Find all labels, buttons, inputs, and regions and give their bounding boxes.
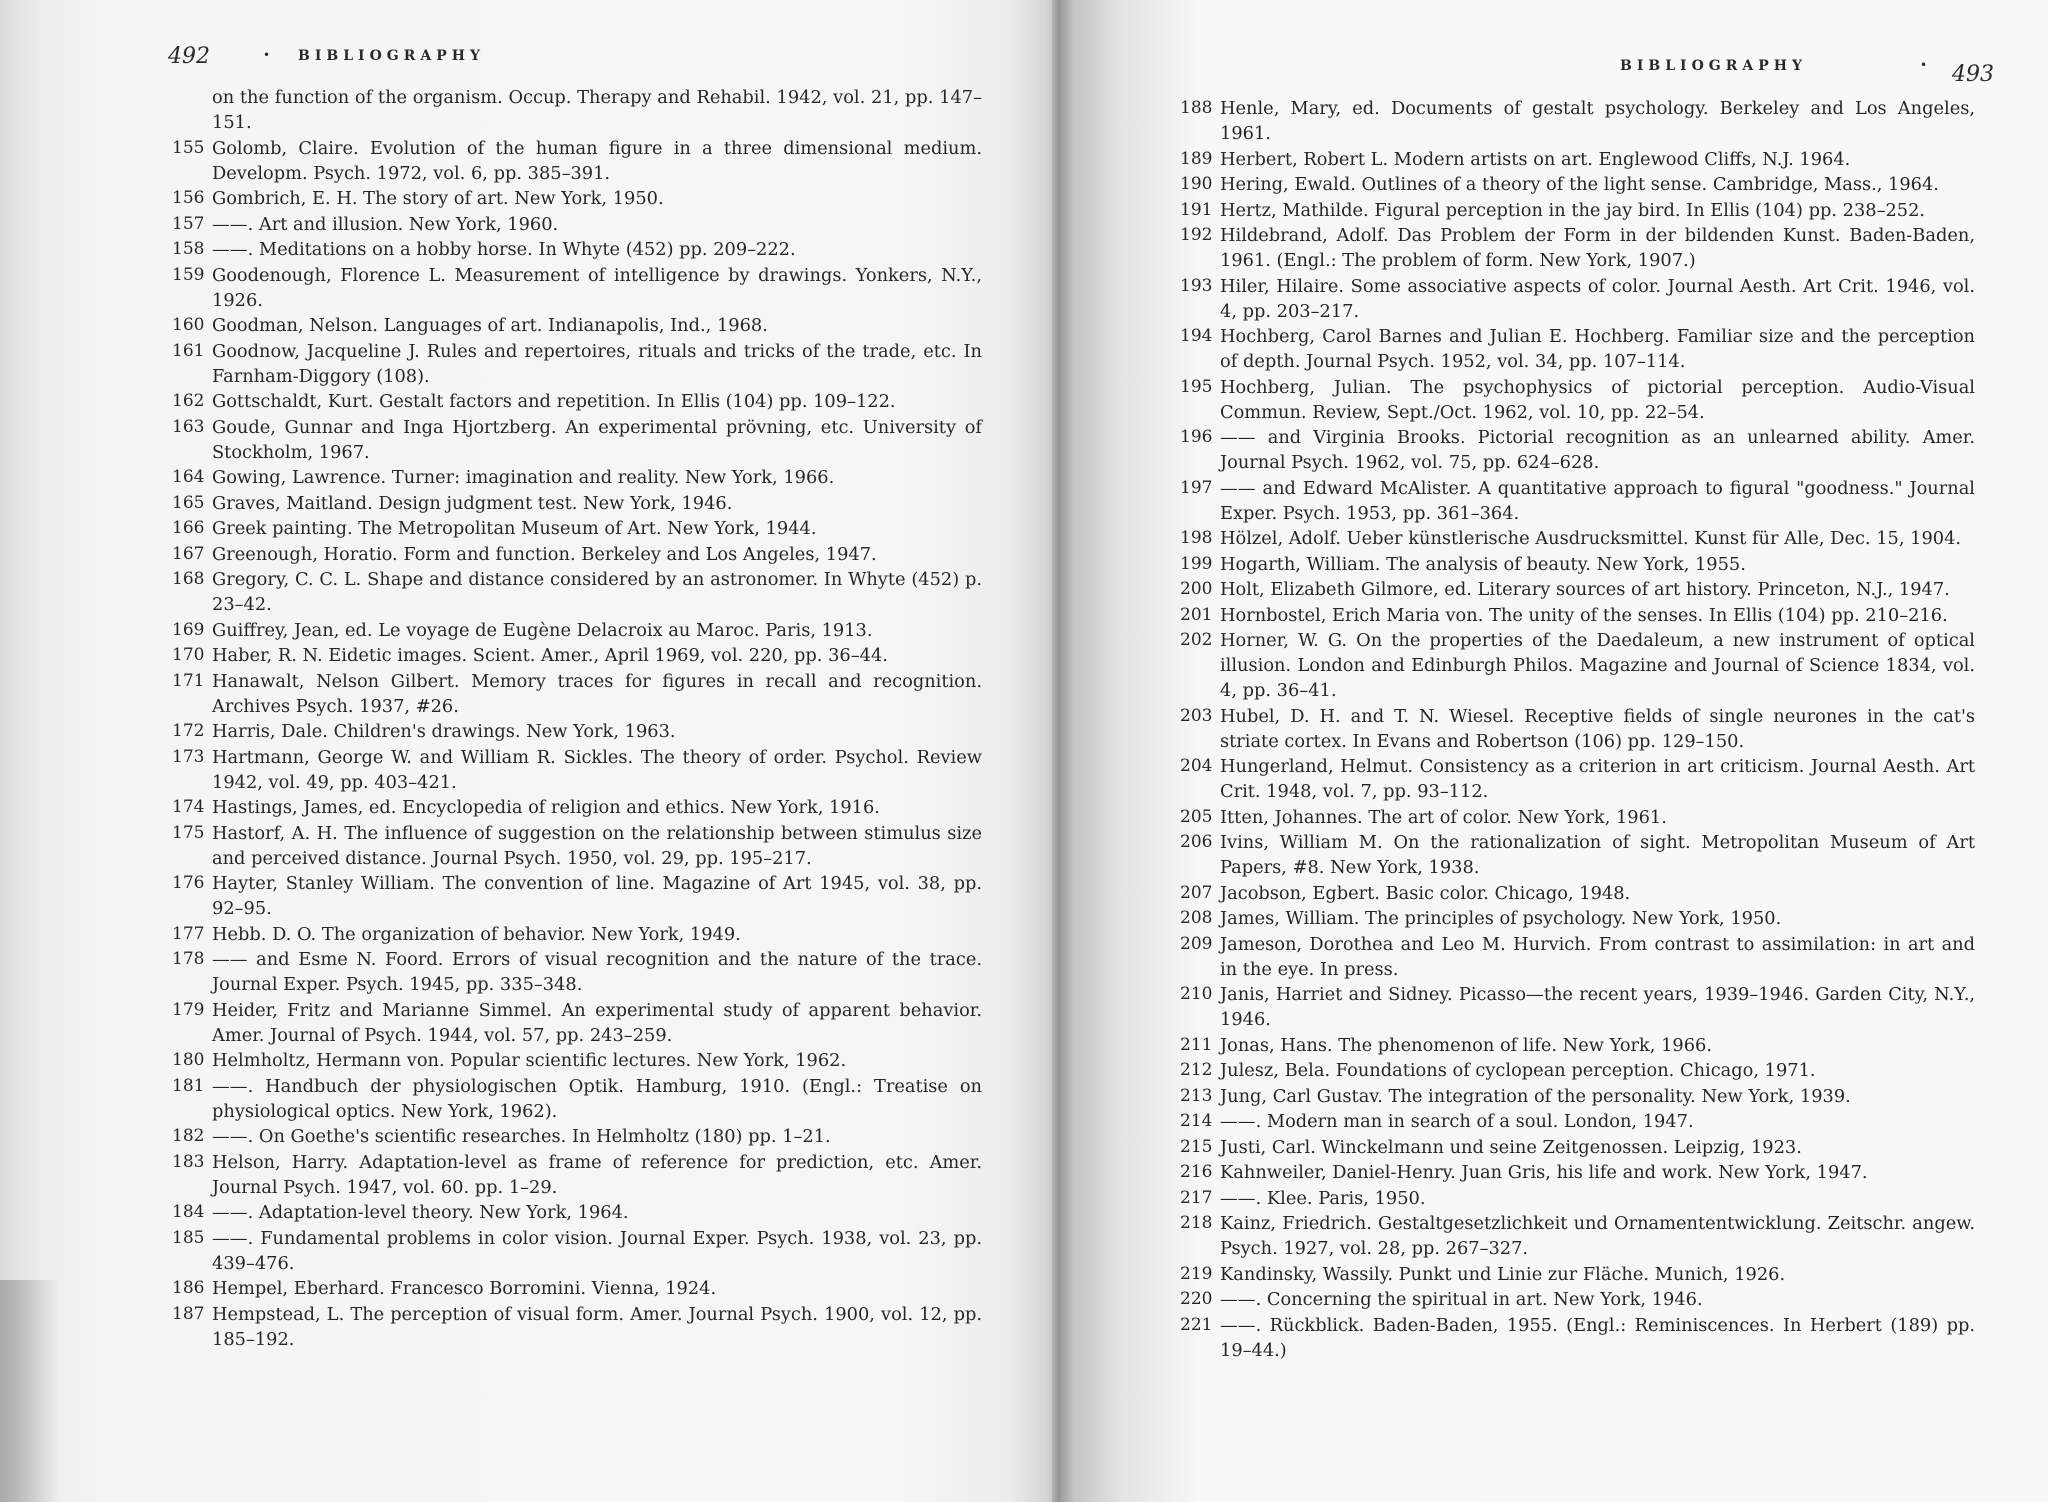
entry-number: 184 [172, 1202, 205, 1222]
entry-number: 176 [172, 873, 205, 893]
bibliography-entry [172, 745, 982, 795]
entry-number: 160 [172, 315, 205, 335]
entry-text: Holt, Elizabeth Gilmore, ed. Literary sources of art history. Princeton, N.J., 1947. [1220, 579, 1950, 600]
entry-text: ——. Klee. Paris, 1950. [1220, 1187, 1426, 1209]
entry-number: 204 [1180, 756, 1213, 776]
entry-text: Hastorf, A. H. The influence of suggestion on the relationship between stimulus size and perceived distance. Journal Psych. 1950, vol. 29, pp. 195–217. [212, 822, 982, 869]
header-separator: • [263, 48, 271, 62]
bibliography-entry [172, 1048, 982, 1073]
entry-number: 219 [1180, 1263, 1213, 1284]
entry-number: 166 [172, 518, 205, 538]
bibliography-entry [172, 1276, 982, 1301]
bibliography-entry [1180, 1287, 1975, 1312]
bibliography-entry [1180, 526, 1975, 551]
entry-number: 198 [1180, 528, 1213, 548]
bibliography-entry [1180, 198, 1975, 223]
entry-number: 197 [1180, 477, 1213, 498]
entry-number: 211 [1180, 1034, 1213, 1055]
entry-text: Hertz, Mathilde. Figural perception in the jay bird. In Ellis (104) pp. 238–252. [1220, 199, 1926, 221]
entry-number: 175 [172, 822, 205, 843]
bibliography-list-left [172, 85, 982, 1352]
bibliography-entry [172, 339, 982, 389]
bibliography-entry [1180, 1084, 1975, 1109]
entry-number: 217 [1180, 1187, 1213, 1208]
entry-text: Goodman, Nelson. Languages of art. Indianapolis, Ind., 1968. [212, 315, 768, 336]
entry-number: 179 [172, 999, 205, 1020]
entry-number: 196 [1180, 427, 1213, 447]
entry-text: Helson, Harry. Adaptation-level as frame of reference for prediction, etc. Amer. Journal Psych. 1947, vol. 60. pp. 1–29. [212, 1151, 982, 1198]
entry-text: Gottschaldt, Kurt. Gestalt factors and repetition. In Ellis (104) pp. 109–122. [212, 391, 896, 412]
entry-number: 181 [172, 1075, 205, 1096]
bibliography-entry [1180, 274, 1975, 324]
entry-number: 195 [1180, 376, 1213, 397]
entry-text: ——. Handbuch der physiologischen Optik. Hamburg, 1910. (Engl.: Treatise on physiological optics. New York, 1962). [212, 1075, 982, 1122]
bibliography-entry [1180, 1058, 1975, 1083]
entry-text: Hebb. D. O. The organization of behavior. New York, 1949. [212, 923, 741, 945]
entry-text: Goude, Gunnar and Inga Hjortzberg. An experimental prövning, etc. University of Stockholm, 1967. [212, 416, 982, 463]
bibliography-entry [1180, 476, 1975, 526]
entry-number: 182 [172, 1126, 205, 1146]
bibliography-entry [1180, 704, 1975, 754]
entry-number: 162 [172, 391, 205, 411]
entry-text: Hochberg, Julian. The psychophysics of pictorial perception. Audio-Visual Commun. Review, Sept./Oct. 1962, vol. 10, pp. 22–54. [1220, 376, 1975, 423]
entry-text: Herbert, Robert L. Modern artists on art. Englewood Cliffs, N.J. 1964. [1220, 148, 1851, 170]
bibliography-entry [1180, 754, 1975, 804]
entry-text: Henle, Mary, ed. Documents of gestalt psychology. Berkeley and Los Angeles, 1961. [1220, 98, 1975, 144]
bibliography-entry [1180, 223, 1975, 273]
bibliography-entry [172, 795, 982, 820]
entry-text: Janis, Harriet and Sidney. Picasso—the recent years, 1939–1946. Garden City, N.Y., 1946. [1220, 984, 1975, 1030]
entry-text: Jonas, Hans. The phenomenon of life. New York, 1966. [1220, 1034, 1713, 1056]
entry-text: —— and Virginia Brooks. Pictorial recognition as an unlearned ability. Amer. Journal Psych. 1962, vol. 75, pp. 624–628. [1220, 427, 1975, 473]
entry-number: 207 [1180, 882, 1213, 903]
entry-text: Gregory, C. C. L. Shape and distance considered by an astronomer. In Whyte (452) p. 23–42. [212, 569, 982, 615]
bibliography-entry [1180, 1211, 1975, 1261]
bibliography-entry [1180, 577, 1975, 602]
entry-number: 220 [1180, 1289, 1213, 1309]
entry-text: ——. On Goethe's scientific researches. In Helmholtz (180) pp. 1–21. [212, 1126, 831, 1147]
entry-text: Golomb, Claire. Evolution of the human figure in a three dimensional medium. Developm. Psych. 1972, vol. 6, pp. 385–391. [212, 137, 982, 184]
entry-text: Jung, Carl Gustav. The integration of the personality. New York, 1939. [1220, 1085, 1851, 1107]
entry-number: 201 [1180, 604, 1213, 625]
bibliography-entry [172, 313, 982, 338]
bibliography-entry [172, 922, 982, 947]
bibliography-entry [172, 186, 982, 211]
right-page [1060, 0, 2048, 1502]
entry-number: 190 [1180, 174, 1213, 194]
entry-number: 185 [172, 1227, 205, 1248]
entry-number: 193 [1180, 275, 1213, 296]
entry-text: Jameson, Dorothea and Leo M. Hurvich. From contrast to assimilation: in art and in the eye. In press. [1220, 933, 1975, 980]
entry-text: on the function of the organism. Occup. Therapy and Rehabil. 1942, vol. 21, pp. 147–151. [212, 87, 982, 133]
entry-text: —— and Edward McAlister. A quantitative approach to figural "goodness." Journal Exper. Psych. 1953, pp. 361–364. [1220, 477, 1975, 524]
bibliography-entry [172, 871, 982, 921]
bibliography-entry [172, 136, 982, 186]
bibliography-entry [172, 947, 982, 997]
entry-number: 200 [1180, 579, 1213, 599]
entry-text: Hering, Ewald. Outlines of a theory of the light sense. Cambridge, Mass., 1964. [1220, 174, 1939, 195]
bibliography-entry [1180, 552, 1975, 577]
entry-text: Greenough, Horatio. Form and function. Berkeley and Los Angeles, 1947. [212, 543, 877, 565]
bibliography-entry [1180, 982, 1975, 1032]
entry-number: 174 [172, 797, 205, 817]
bibliography-entry [172, 1074, 982, 1124]
entry-text: Hempstead, L. The perception of visual form. Amer. Journal Psych. 1900, vol. 12, pp. 185–192. [212, 1303, 982, 1350]
entry-text: Justi, Carl. Winckelmann und seine Zeitgenossen. Leipzig, 1923. [1220, 1136, 1802, 1158]
entry-number: 213 [1180, 1085, 1213, 1106]
page-number: 493 [1952, 62, 1994, 87]
entry-text: ——. Fundamental problems in color vision. Journal Exper. Psych. 1938, vol. 23, pp. 439–476. [212, 1227, 982, 1274]
entry-number: 157 [172, 213, 205, 234]
entry-text: Hornbostel, Erich Maria von. The unity of the senses. In Ellis (104) pp. 210–216. [1220, 604, 1948, 626]
entry-number: 167 [172, 543, 205, 564]
entry-number: 156 [172, 188, 205, 208]
left-running-header [168, 44, 868, 72]
entry-number: 209 [1180, 933, 1213, 954]
bibliography-entry [172, 212, 982, 237]
entry-text: Hungerland, Helmut. Consistency as a criterion in art criticism. Journal Aesth. Art Crit. 1948, vol. 7, pp. 93–112. [1220, 756, 1975, 802]
bibliography-entry [172, 542, 982, 567]
entry-text: ——. Concerning the spiritual in art. New York, 1946. [1220, 1289, 1703, 1310]
entry-number: 173 [172, 746, 205, 767]
entry-number: 161 [172, 340, 205, 361]
bibliography-entry [172, 719, 982, 744]
header-separator: • [1920, 58, 1928, 72]
entry-number: 183 [172, 1151, 205, 1172]
bibliography-entry [1180, 830, 1975, 880]
bibliography-entry [1180, 1109, 1975, 1134]
entry-text: Hayter, Stanley William. The convention of line. Magazine of Art 1945, vol. 38, pp. 92–95. [212, 873, 982, 919]
entry-text: ——. Meditations on a hobby horse. In Whyte (452) pp. 209–222. [212, 239, 796, 260]
right-running-header [1620, 54, 2040, 87]
entry-number: 206 [1180, 832, 1213, 852]
entry-text: Kahnweiler, Daniel-Henry. Juan Gris, his life and work. New York, 1947. [1220, 1162, 1868, 1183]
entry-number: 169 [172, 619, 205, 640]
entry-text: Jacobson, Egbert. Basic color. Chicago, 1948. [1220, 882, 1631, 904]
entry-text: Julesz, Bela. Foundations of cyclopean perception. Chicago, 1971. [1220, 1060, 1816, 1081]
entry-text: Gombrich, E. H. The story of art. New York, 1950. [212, 188, 664, 209]
bibliography-entry [1180, 1313, 1975, 1363]
entry-number: 186 [172, 1278, 205, 1298]
entry-number: 221 [1180, 1314, 1213, 1335]
entry-number: 214 [1180, 1111, 1213, 1131]
bibliography-entry [1180, 1135, 1975, 1160]
entry-text: Kandinsky, Wassily. Punkt und Linie zur Fläche. Munich, 1926. [1220, 1263, 1786, 1285]
entry-text: Kainz, Friedrich. Gestaltgesetzlichkeit und Ornamententwicklung. Zeitschr. angew. Psych. 1927, vol. 28, pp. 267–327. [1220, 1213, 1975, 1259]
page-edge-shadow [0, 1280, 60, 1502]
bibliography-entry [172, 415, 982, 465]
bibliography-entry [1180, 96, 1975, 146]
bibliography-entry [1180, 1262, 1975, 1287]
bibliography-entry [1180, 1033, 1975, 1058]
entry-number: 155 [172, 137, 205, 158]
entry-number: 171 [172, 670, 205, 691]
bibliography-entry [1180, 147, 1975, 172]
bibliography-entry [172, 618, 982, 643]
entry-text: Horner, W. G. On the properties of the Daedaleum, a new instrument of optical illusion. London and Edinburgh Philos. Magazine and Journal of Science 1834, vol. 4, pp. 36–41. [1220, 630, 1975, 701]
bibliography-entry [1180, 603, 1975, 628]
entry-number: 159 [172, 264, 205, 285]
page-number: 492 [168, 44, 210, 69]
entry-number: 215 [1180, 1136, 1213, 1157]
bibliography-entry [172, 237, 982, 262]
bibliography-list-right [1180, 96, 1975, 1363]
entry-text: Hogarth, William. The analysis of beauty. New York, 1955. [1220, 553, 1746, 575]
entry-text: Hölzel, Adolf. Ueber künstlerische Ausdrucksmittel. Kunst für Alle, Dec. 15, 1904. [1220, 528, 1962, 549]
entry-text: Graves, Maitland. Design judgment test. New York, 1946. [212, 492, 733, 514]
bibliography-entry [1180, 172, 1975, 197]
entry-number: 158 [172, 239, 205, 259]
bibliography-entry [1180, 932, 1975, 982]
bibliography-entry [1180, 1160, 1975, 1185]
bibliography-entry [172, 389, 982, 414]
bibliography-entry [172, 1124, 982, 1149]
entry-number: 203 [1180, 705, 1213, 726]
entry-text: Goodnow, Jacqueline J. Rules and repertoires, rituals and tricks of the trade, etc. In Farnham-Diggory (108). [212, 340, 982, 387]
entry-number: 177 [172, 923, 205, 944]
bibliography-entry [1180, 628, 1975, 703]
entry-text: Greek painting. The Metropolitan Museum of Art. New York, 1944. [212, 518, 817, 539]
bibliography-entry [1180, 324, 1975, 374]
entry-text: ——. Rückblick. Baden-Baden, 1955. (Engl.: Reminiscences. In Herbert (189) pp. 19–44.) [1220, 1314, 1975, 1361]
bibliography-entry [172, 85, 982, 135]
entry-text: Hanawalt, Nelson Gilbert. Memory traces for figures in recall and recognition. Archives Psych. 1937, #26. [212, 670, 982, 717]
bibliography-entry [1180, 375, 1975, 425]
running-head-title: BIBLIOGRAPHY [1620, 58, 1808, 74]
entry-text: ——. Art and illusion. New York, 1960. [212, 213, 559, 235]
entry-text: Helmholtz, Hermann von. Popular scientific lectures. New York, 1962. [212, 1050, 847, 1071]
entry-number: 170 [172, 645, 205, 665]
bibliography-entry [172, 491, 982, 516]
entry-number: 202 [1180, 630, 1213, 650]
bibliography-entry [1180, 906, 1975, 931]
bibliography-entry [172, 998, 982, 1048]
entry-number: 208 [1180, 908, 1213, 928]
entry-number: 168 [172, 569, 205, 589]
entry-number: 187 [172, 1303, 205, 1324]
entry-text: Hildebrand, Adolf. Das Problem der Form in der bildenden Kunst. Baden-Baden, 1961. (Engl.: The problem of form. New York, 1907.) [1220, 225, 1975, 271]
bibliography-entry [172, 1150, 982, 1200]
bibliography-entry [172, 1226, 982, 1276]
entry-text: Heider, Fritz and Marianne Simmel. An experimental study of apparent behavior. Amer. Journal of Psych. 1944, vol. 57, pp. 243–259. [212, 999, 982, 1046]
bibliography-entry [172, 643, 982, 668]
entry-text: Haber, R. N. Eidetic images. Scient. Amer., April 1969, vol. 220, pp. 36–44. [212, 645, 888, 666]
entry-text: Hiler, Hilaire. Some associative aspects of color. Journal Aesth. Art Crit. 1946, vol. 4, pp. 203–217. [1220, 275, 1975, 322]
entry-text: Harris, Dale. Children's drawings. New York, 1963. [212, 721, 676, 742]
entry-text: Hochberg, Carol Barnes and Julian E. Hochberg. Familiar size and the perception of depth. Journal Psych. 1952, vol. 34, pp. 107–114. [1220, 326, 1975, 372]
entry-text: —— and Esme N. Foord. Errors of visual recognition and the nature of the trace. Journal Exper. Psych. 1945, pp. 335–348. [212, 949, 982, 995]
entry-text: Hempel, Eberhard. Francesco Borromini. Vienna, 1924. [212, 1278, 717, 1299]
entry-text: Hastings, James, ed. Encyclopedia of religion and ethics. New York, 1916. [212, 797, 880, 818]
running-head-title: BIBLIOGRAPHY [298, 48, 486, 64]
bibliography-entry [172, 263, 982, 313]
entry-number: 218 [1180, 1213, 1213, 1233]
entry-text: Hartmann, George W. and William R. Sickles. The theory of order. Psychol. Review 1942, vol. 49, pp. 403–421. [212, 746, 982, 793]
entry-number: 216 [1180, 1162, 1213, 1182]
entry-number: 189 [1180, 148, 1213, 169]
entry-number: 192 [1180, 225, 1213, 245]
entry-text: Ivins, William M. On the rationalization of sight. Metropolitan Museum of Art Papers, #8. New York, 1938. [1220, 832, 1975, 878]
entry-number: 172 [172, 721, 205, 741]
bibliography-entry [172, 821, 982, 871]
entry-text: Hubel, D. H. and T. N. Wiesel. Receptive fields of single neurones in the cat's striate cortex. In Evans and Robertson (106) pp. 129–150. [1220, 705, 1975, 752]
bibliography-entry [1180, 881, 1975, 906]
entry-number: 191 [1180, 199, 1213, 220]
entry-number: 165 [172, 492, 205, 513]
bibliography-entry [1180, 805, 1975, 830]
entry-number: 178 [172, 949, 205, 969]
entry-number: 163 [172, 416, 205, 437]
entry-text: ——. Modern man in search of a soul. London, 1947. [1220, 1111, 1694, 1132]
bibliography-entry [172, 1302, 982, 1352]
entry-text: Guiffrey, Jean, ed. Le voyage de Eugène Delacroix au Maroc. Paris, 1913. [212, 619, 873, 641]
bibliography-entry [172, 669, 982, 719]
entry-number: 180 [172, 1050, 205, 1070]
entry-text: ——. Adaptation-level theory. New York, 1964. [212, 1202, 629, 1223]
bibliography-entry [172, 567, 982, 617]
bibliography-entry [1180, 425, 1975, 475]
entry-text: James, William. The principles of psychology. New York, 1950. [1220, 908, 1782, 929]
entry-number: 194 [1180, 326, 1213, 346]
entry-number: 212 [1180, 1060, 1213, 1080]
entry-number: 210 [1180, 984, 1213, 1004]
entry-text: Gowing, Lawrence. Turner: imagination and reality. New York, 1966. [212, 467, 835, 488]
entry-number: 199 [1180, 553, 1213, 574]
bibliography-entry [172, 516, 982, 541]
entry-number: 164 [172, 467, 205, 487]
bibliography-entry [1180, 1186, 1975, 1211]
entry-number: 188 [1180, 98, 1213, 118]
bibliography-entry [172, 1200, 982, 1225]
entry-text: Itten, Johannes. The art of color. New York, 1961. [1220, 806, 1667, 828]
bibliography-entry [172, 465, 982, 490]
entry-text: Goodenough, Florence L. Measurement of intelligence by drawings. Yonkers, N.Y., 1926. [212, 264, 982, 311]
entry-number: 205 [1180, 806, 1213, 827]
